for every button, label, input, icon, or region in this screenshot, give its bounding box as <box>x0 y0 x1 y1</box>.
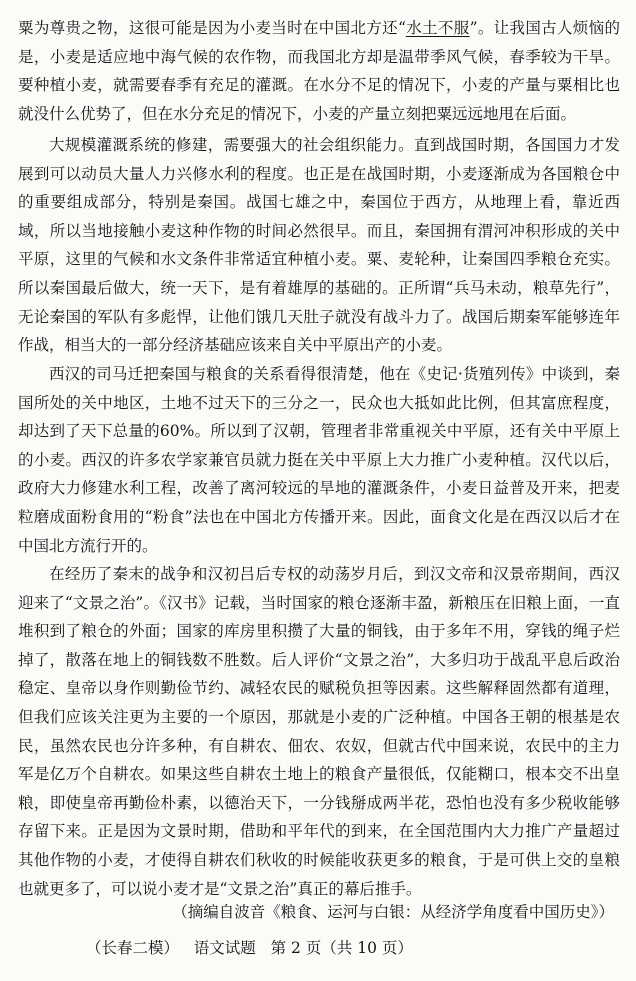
paragraph-2: 大规模灌溉系统的修建，需要强大的社会组织能力。直到战国时期，各国国力才发展到可以动员大量人力兴修水利的程度。也正是在战国时期，小麦逐渐成为各国粮仓中的重要组成部分，特别是秦国。战国七雄之中，秦国位于西方，从地理上看，靠近西域，所以当地接触小麦这种作物的时间必然很早。而且，秦国拥有渭河冲积形成的关中平原，这里的气候和水文条件非常适宜种植小麦。粟、麦轮种，让秦国四季粮仓充实。所以秦国最后做大，统一天下，是有着雄厚的基础的。正所谓“兵马未动，粮草先行”，无论秦国的军队有多彪悍，让他们饿几天肚子就没有战斗力了。战国后期秦军能够连年作战，相当大的一部分经济基础应该来自关中平原出产的小麦。 <box>18 136 620 355</box>
page-footer <box>86 934 413 962</box>
paragraph-1-text-a: 粟为尊贵之物，这很可能是因为小麦当时在中国北方还“ <box>18 19 406 37</box>
footer-subject: 语文试题 <box>193 939 256 957</box>
underlined-phrase: 水土不服 <box>405 19 470 37</box>
paragraph-3: 西汉的司马迁把秦国与粮食的关系看得很清楚，他在《史记·货殖列传》中谈到，秦国所处的关中地区，土地不过天下的三分之一，民众也大抵如此比例，但其富庶程度，却达到了天下总量的60%。所以到了汉朝，管理者非常重视关中平原，还有关中平原上的小麦。西汉的许多农学家兼官员就力挺在关中平原上大力推广小麦种植。汉代以后，政府大力修建水利工程，改善了离河较远的旱地的灌溉条件，小麦日益普及开来，把麦粒磨成面粉食用的“粉食”法也在中国北方传播开来。因此，面食文化是在西汉以后才在中国北方流行开的。 <box>18 365 620 555</box>
paragraph-1 <box>18 14 620 128</box>
footer-page-number: 第 2 页（共 10 页） <box>270 939 413 957</box>
paragraph-1-text-b: ”。让我国古人烦恼的是，小麦是适应地中海气候的农作物，而我国北方却是温带季风气候，春季较为干旱。要种植小麦，就需要春季有充足的灌溉。在水分不足的情况下，小麦的产量与粟相比也就没什么优势了，但在水分充足的情况下，小麦的产量立刻把粟远远地甩在后面。 <box>18 19 620 123</box>
footer-exam-name: （长春二模） <box>86 939 180 957</box>
source-citation: （摘编自波音《粮食、运河与白银：从经济学角度看中国历史》） <box>172 903 614 921</box>
paragraph-4: 在经历了秦末的战争和汉初吕后专权的动荡岁月后，到汉文帝和汉景帝期间，西汉迎来了“文景之治”。《汉书》记载，当时国家的粮仓逐渐丰盈，新粮压在旧粮上面，一直堆积到了粮仓的外面；国家的库房里积攒了大量的铜钱，由于多年不用，穿钱的绳子烂掉了，散落在地上的铜钱数不胜数。后人评价“文景之治”，大多归功于战乱平息后政治稳定、皇帝以身作则勤俭节约、减轻农民的赋税负担等因素。这些解释固然都有道理，但我们应该关注更为主要的一个原因，那就是小麦的广泛种植。中国各王朝的根基是农民，虽然农民也分许多种，有自耕农、佃农、农奴，但就古代中国来说，农民中的主力军是亿万个自耕农。如果这些自耕农土地上的粮食产量很低，仅能糊口，根本交不出皇粮，即使皇帝再勤俭朴素，以德治天下，一分钱掰成两半花，恐怕也没有多少税收能够存留下来。正是因为文景时期，借助和平年代的到来，在全国范围内大力推广产量超过其他作物的小麦，才使得自耕农们秋收的时候能收获更多的粮食，于是可供上交的皇粮也就更多了，可以说小麦才是“文景之治”真正的幕后推手。 <box>18 565 620 898</box>
